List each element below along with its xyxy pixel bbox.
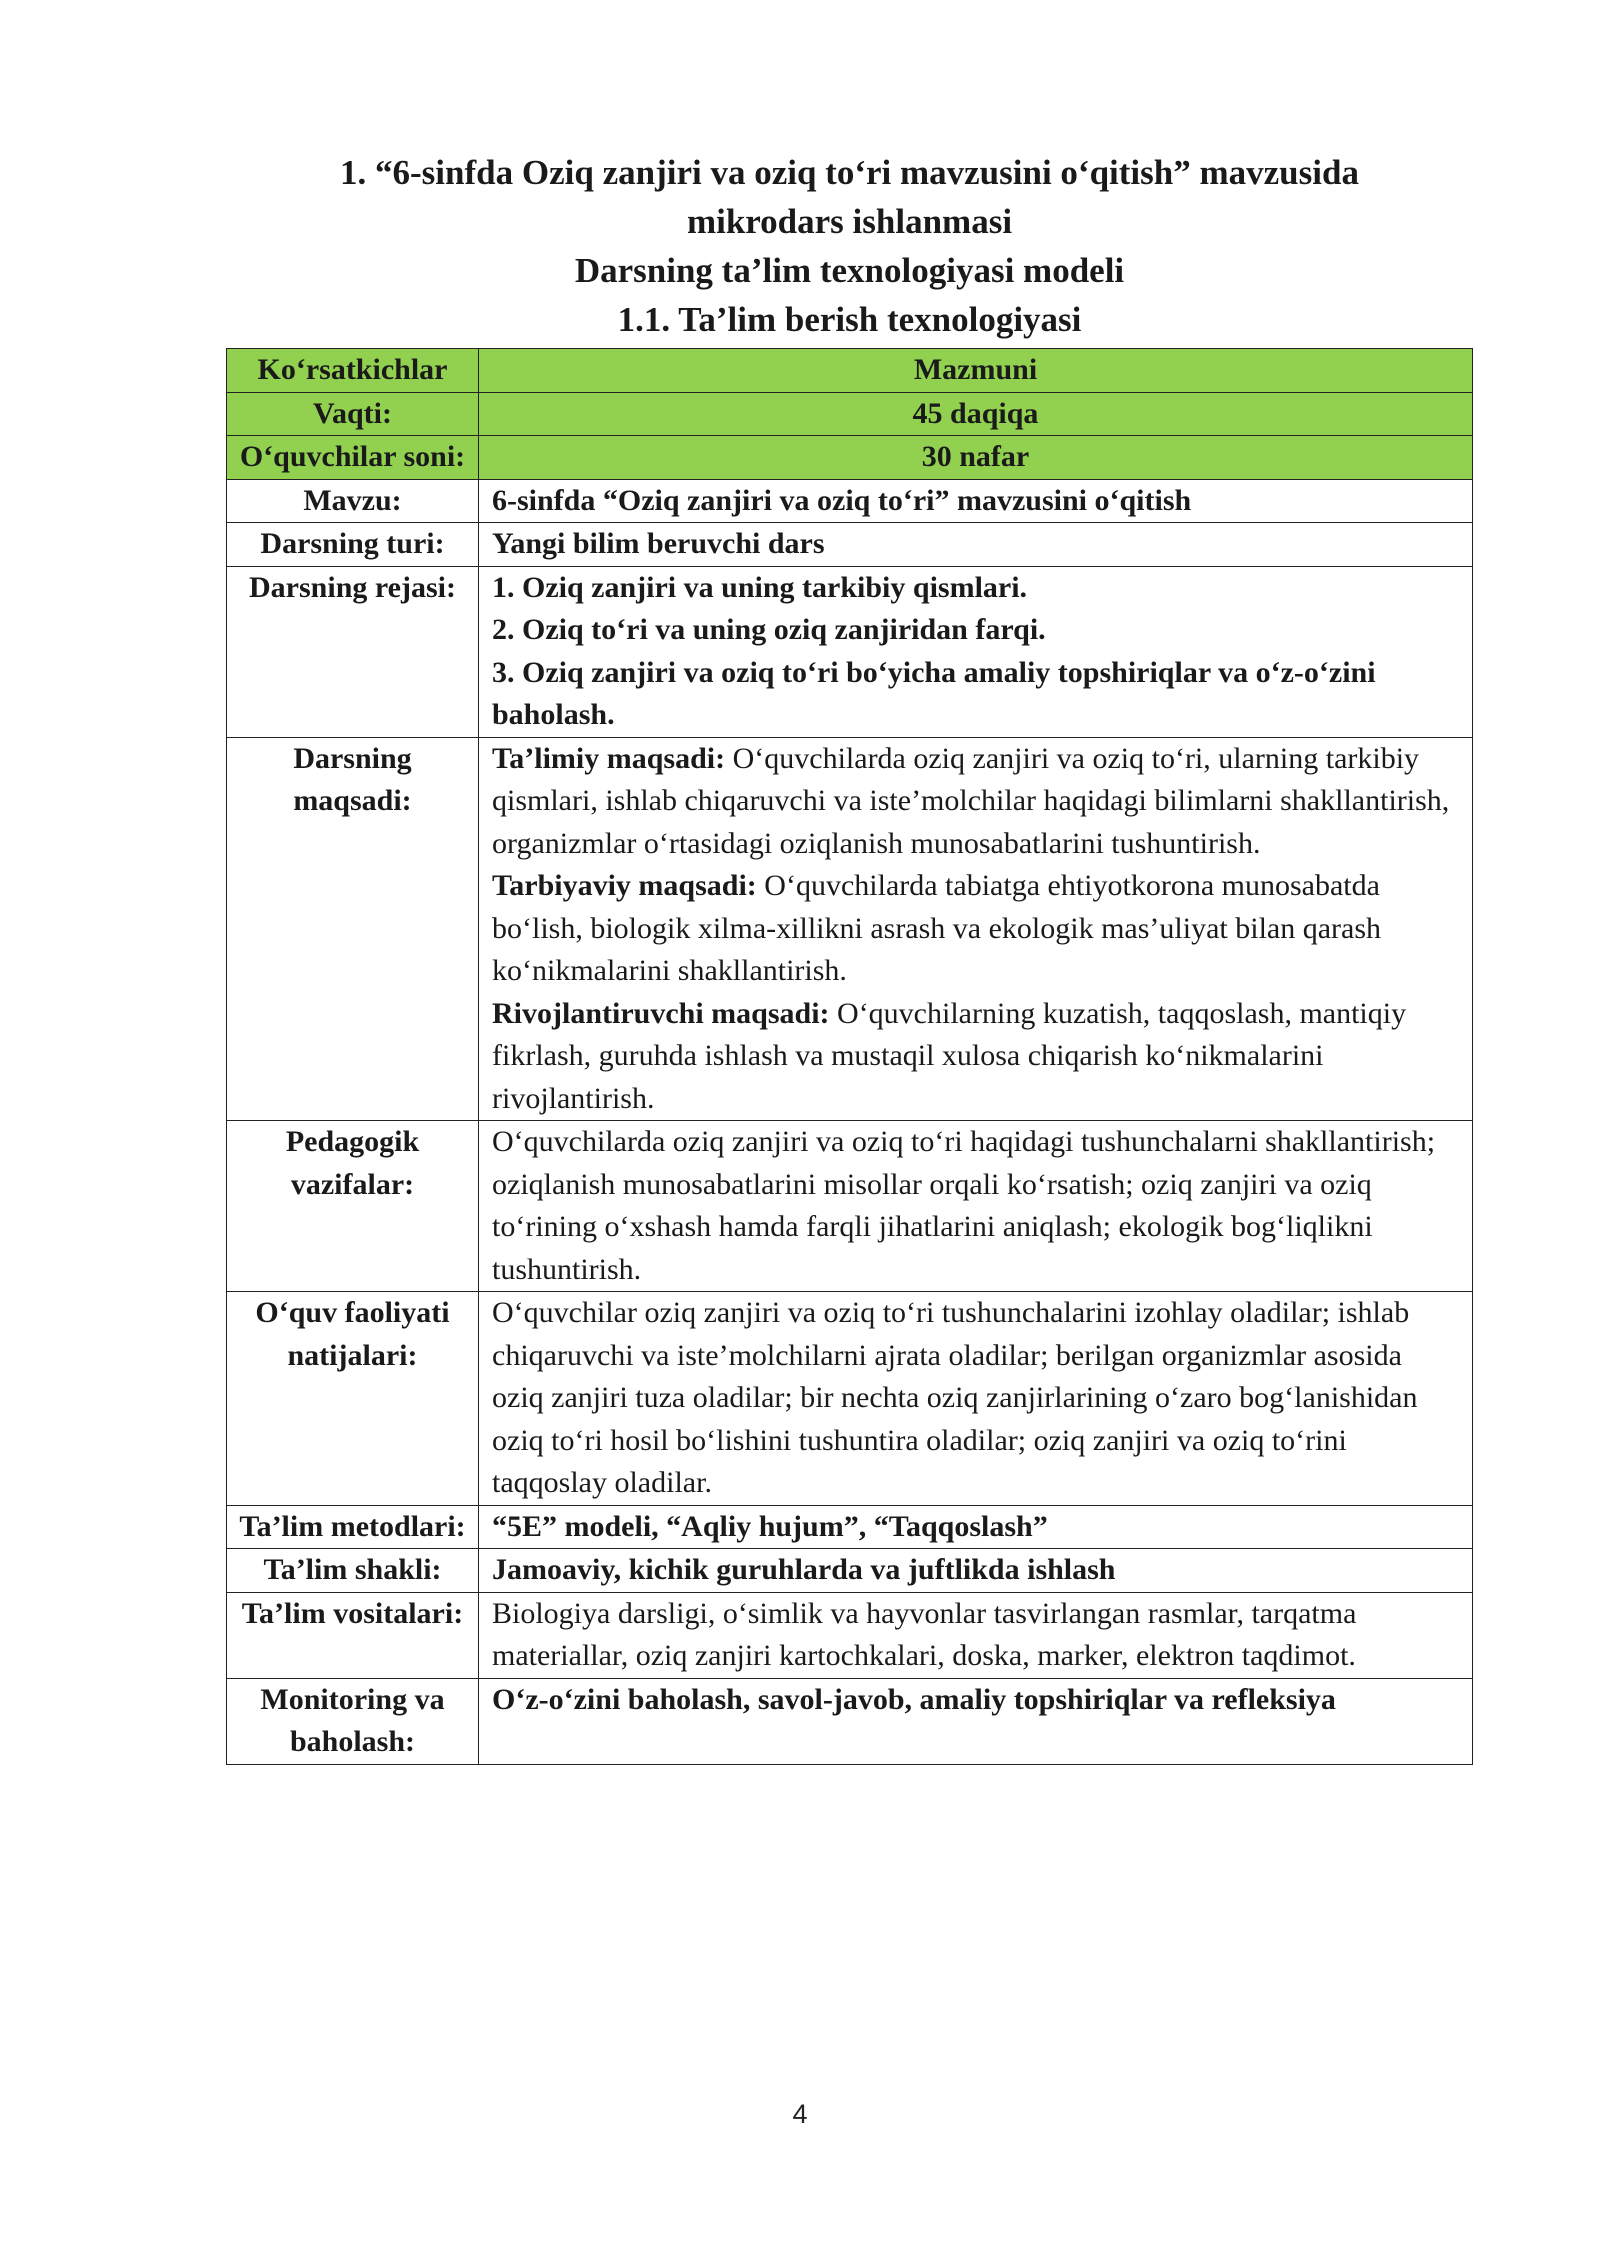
table-row-time [227, 392, 1473, 436]
row-key-methods: Ta’lim metodlari: [227, 1505, 479, 1549]
row-key-time: Vaqti: [227, 392, 479, 436]
row-value-tasks: O‘quvchilarda oziq zanjiri va oziq to‘ri haqidagi tushunchalarni shakllantirish; oziqlanish munosabatlarini misollar orqali ko‘rsatish; oziq zanjiri va oziq to‘rining o‘xshash hamda farqli jihatlarini aniqlash; ekologik bog‘liqlikni tushuntirish. [479, 1121, 1473, 1292]
goal-educational-text: O‘quvchilarda oziq zanjiri va oziq to‘ri, ularning tarkibiy qismlari, ishlab chiqaruvchi va iste’molchilar haqidagi bilimlarni shakllantirish, organizmlar o‘rtasidagi oziqlanish munosabatlarini tushuntirish. [492, 741, 1450, 860]
row-key-tools: Ta’lim vositalari: [227, 1592, 479, 1678]
table-row-lesson-type [227, 523, 1473, 567]
plan-item: 1. Oziq zanjiri va uning tarkibiy qismlari. [492, 570, 1028, 604]
goal-developmental-text: O‘quvchilarning kuzatish, taqqoslash, mantiqiy fikrlash, guruhda ishlash va mustaqil xulosa chiqarish ko‘nikmalarini rivojlantirish. [492, 996, 1407, 1115]
plan-item: 2. Oziq to‘ri va uning oziq zanjiridan farqi. [492, 613, 1046, 646]
table-row-tools [227, 1592, 1473, 1678]
table-header-row [227, 349, 1473, 393]
table-row-tasks [227, 1121, 1473, 1292]
row-value-time: 45 daqiqa [479, 392, 1473, 436]
column-header-content: Mazmuni [479, 349, 1473, 393]
heading-line-3: Darsning ta’lim texnologiyasi modeli [574, 251, 1125, 290]
row-key-students: O‘quvchilar soni: [227, 436, 479, 480]
row-value-topic: 6-sinfda “Oziq zanjiri va oziq to‘ri” mavzusini o‘qitish [479, 479, 1473, 523]
row-key-lesson-type: Darsning turi: [227, 523, 479, 567]
row-value-outcomes: O‘quvchilar oziq zanjiri va oziq to‘ri tushunchalarini izohlay oladilar; ishlab chiqaruvchi va iste’molchilarni ajrata oladilar; berilgan organizmlar asosida oziq zanjiri tuza oladilar; bir nechta oziq zanjirlarining o‘zaro bog‘lanishidan oziq to‘ri hosil bo‘lishini tushuntira oladilar; oziq zanjiri va oziq to‘rini taqqoslay oladilar. [479, 1292, 1473, 1506]
row-value-methods: “5E” modeli, “Aqliy hujum”, “Taqqoslash” [479, 1505, 1473, 1549]
goal-educational [492, 738, 1459, 866]
row-key-form: Ta’lim shakli: [227, 1549, 479, 1593]
table-row-plan [227, 566, 1473, 737]
row-value-form: Jamoaviy, kichik guruhlarda va juftlikda ishlash [479, 1549, 1473, 1593]
row-value-tools: Biologiya darsligi, o‘simlik va hayvonlar tasvirlangan rasmlar, tarqatma materiallar, oziq zanjiri kartochkalari, doska, marker, elektron taqdimot. [479, 1592, 1473, 1678]
row-value-lesson-type: Yangi bilim beruvchi dars [479, 523, 1473, 567]
lesson-model-table [226, 348, 1473, 1765]
table-row-outcomes [227, 1292, 1473, 1506]
row-key-tasks: Pedagogik vazifalar: [227, 1121, 479, 1292]
goal-upbringing-label: Tarbiyaviy maqsadi: [492, 869, 757, 902]
table-row-goals [227, 737, 1473, 1121]
goal-educational-label: Ta’limiy maqsadi: [492, 741, 726, 775]
goal-developmental-label: Rivojlantiruvchi maqsadi: [492, 996, 830, 1030]
goal-upbringing-text: O‘quvchilarda tabiatga ehtiyotkorona munosabatda bo‘lish, biologik xilma-xillikni asrash va ekologik mas’uliyat bilan qarash ko‘nikmalarini shakllantirish. [492, 869, 1382, 987]
table-row-students [227, 436, 1473, 480]
heading-line-1: 1. “6-sinfda Oziq zanjiri va oziq to‘ri mavzusini o‘qitish” mavzusida [340, 153, 1359, 192]
heading-line-2: mikrodars ishlanmasi [686, 202, 1013, 241]
row-key-goals: Darsning maqsadi: [227, 737, 479, 1121]
row-value-monitoring: O‘z-o‘zini baholash, savol-javob, amaliy topshiriqlar va refleksiya [479, 1678, 1473, 1764]
row-key-topic: Mavzu: [227, 479, 479, 523]
table-row-topic [227, 479, 1473, 523]
table-row-monitoring [227, 1678, 1473, 1764]
row-value-plan [479, 566, 1473, 737]
table-row-methods [227, 1505, 1473, 1549]
row-key-plan: Darsning rejasi: [227, 566, 479, 737]
plan-item: 3. Oziq zanjiri va oziq to‘ri bo‘yicha amaliy topshiriqlar va o‘z-o‘zini baholash. [492, 655, 1376, 731]
column-header-indicators: Ko‘rsatkichlar [227, 349, 479, 393]
document-heading [227, 148, 1472, 344]
table-row-form [227, 1549, 1473, 1593]
row-value-goals [479, 737, 1473, 1121]
goal-upbringing [492, 865, 1459, 993]
heading-line-4: 1.1. Ta’lim berish texnologiyasi [617, 300, 1082, 339]
row-key-outcomes: O‘quv faoliyati natijalari: [227, 1292, 479, 1506]
page-number: 4 [792, 2099, 808, 2129]
row-value-students: 30 nafar [479, 436, 1473, 480]
goal-developmental [492, 993, 1459, 1121]
row-key-monitoring: Monitoring va baholash: [227, 1678, 479, 1764]
